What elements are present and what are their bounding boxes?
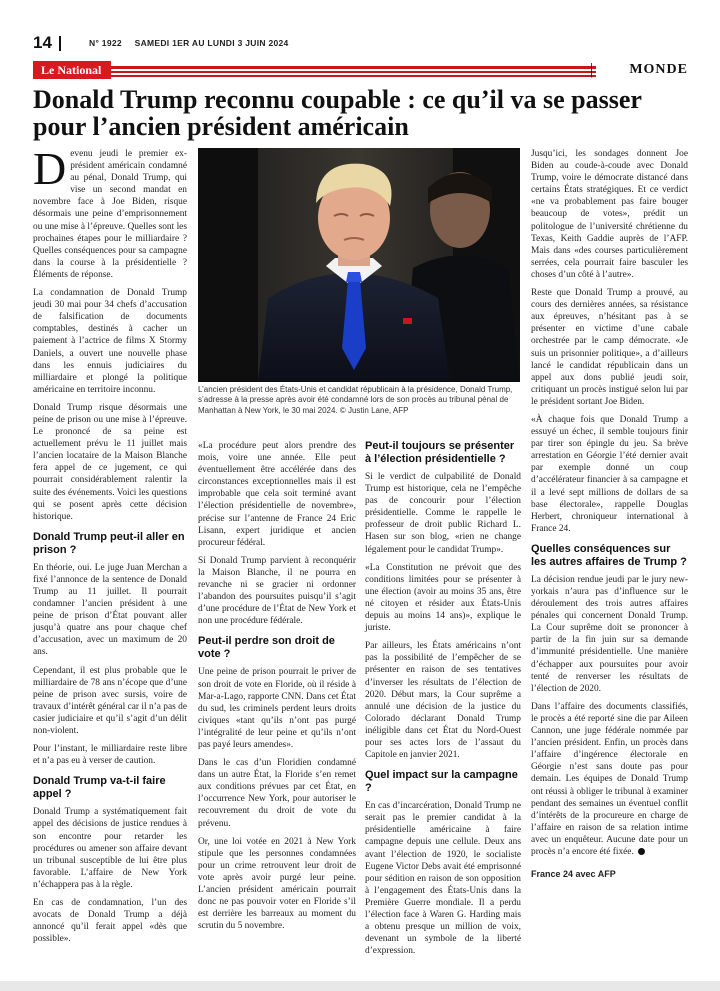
lead-paragraph — [33, 143, 187, 281]
page-number: 14 — [33, 33, 52, 52]
column-3 — [365, 440, 521, 963]
trump-photo-illustration — [198, 148, 520, 382]
paragraph: Donald Trump a systématiquement fait appel des décisions de justice rendues à son encontre pour retarder les procédures ou amener son affaire devant un tribunal susceptible de lui être plus favorable. L’affaire de New York n’échappera pas à la règle. — [33, 807, 187, 890]
paragraph: «La Constitution ne prévoit que des conditions limitées pour se présenter à une élection (avoir au moins 35 ans, être né citoyen et résider aux États-Unis depuis au moins 14 ans)», explique le juriste. — [365, 562, 521, 634]
lead-text: evenu jeudi le premier ex-président américain condamné au pénal, Donald Trump, qui vise un second mandat en novembre face à Joe Biden, risque désormais une peine d’emprisonnement ou une mise à l’épreuve. Quelles sont les prochaines étapes pour le milliardaire ? Quelles conséquences pour sa campagne dans la course à la présidentielle ? Éléments de réponse. — [33, 149, 187, 280]
paragraph: Jusqu’ici, les sondages donnent Joe Biden au coude-à-coude avec Donald Trump, voire le démocrate distancé dans certains États stratégiques. Et ce verdict «ne va probablement pas faire bouger beaucoup de votes», prédit un politologue de l’université chrétienne du Texas, Keith Gaddie auprès de l’AFP. Mais dans «des courses particulièrement serrées, cela pourrait faire basculer les choses d’un côté à l’autre». — [531, 149, 688, 280]
section-band — [33, 61, 688, 79]
section-name: MONDE — [629, 62, 688, 77]
paragraph: Pour l’instant, le milliardaire reste libre et n’a pas eu à verser de caution. — [33, 744, 187, 767]
subheading: Quelles conséquences sur les autres affaires de Trump ? — [531, 542, 687, 568]
paragraph: Or, une loi votée en 2021 à New York stipule que les personnes condamnées pour un crime retrouvent leur droit de vote après avoir purgé leur peine. L’ancien président américain pourrait donc ne pas pouvoir voter en Floride s’il est derrière les barreaux au moment du scrutin du 5 novembre. — [198, 836, 356, 932]
paragraph: Donald Trump risque désormais une peine de prison ou une mise à l’épreuve. Le prononcé de sa peine est actuellement prévu le 11 juillet mais l’ancien locataire de la Maison Blanche fera appel de ce jugement, ce qui pourrait considérablement ralentir la suite des événements. Voici les questions qui se posent après cette décision historique. — [33, 402, 187, 522]
bottom-edge — [0, 981, 720, 991]
paragraph: Reste que Donald Trump a prouvé, au cours des dernières années, sa résistance aux épreuves, n’hésitant pas à se présenter en victime d’une cabale orchestrée par le camp démocrate. «Je suis un prisonnier politique», a d’ailleurs lancé le candidat républicain dans un appel aux dons publié jeudi soir, critiquant un procès instigué selon lui par le président sortant Joe Biden. — [531, 288, 688, 407]
subheading: Peut-il toujours se présenter à l’élection présidentielle ? — [365, 440, 515, 465]
column-1 — [33, 143, 187, 951]
paragraph-text: Dans l’affaire des documents classifiés, le procès a été reporté sine die par Aileen Cannon, une juge fédérale nommée par l’ancien président. Enfin, un procès dans l’affaire d’ingérence électorale en Géorgie n’est sans doute pas pour demain. Les équipes de Donald Trump ont réussi à obliger le tribunal à examiner pendant des semaines un éventuel conflit d’intérêts de la procureure en charge de l’affaire en raison de sa relation intime avec un enquêteur. Aucune date pour un procès n’a encore été fixée. — [531, 701, 688, 857]
column-2 — [198, 440, 356, 938]
page-number-divider — [59, 36, 61, 51]
page-header — [33, 33, 693, 53]
paragraph: En théorie, oui. Le juge Juan Merchan a fixé l’annonce de la sentence de Donald Trump au 11 juillet. Il pourrait condamner l’ancien président à une peine de prison d’État pouvant aller jusqu’à quatre ans pour chaque chef d’accusation, avec un maximum de 20 ans. — [33, 562, 187, 658]
article-title: Donald Trump reconnu coupable : ce qu’il va se passer pour l’ancien président américain — [33, 85, 642, 141]
paragraph: Si Donald Trump parvient à reconquérir la Maison Blanche, il ne pourra en revanche ni se gracier ni ordonner l’abandon des poursuites puisqu’il s’agit d’une procédure de l’État de New York et non une procédure fédérale. — [198, 555, 356, 627]
paragraph: Cependant, il est plus probable que le milliardaire de 78 ans n’écope que d’une peine de prison avec sursis, voire de travaux d’intérêt général car il n’a pas de casier judiciaire et qu’il s’agit d’un délit non-violent. — [33, 665, 187, 737]
subheading: Peut-il perdre son droit de vote ? — [198, 635, 335, 661]
paragraph: Si le verdict de culpabilité de Donald Trump est historique, cela ne l’empêche pas de concourir pour l’élection présidentielle. Comme le rappelle le professeur de droit public Richard L. Hasen sur son blog, «rien ne change légalement pour le candidat Trump». — [365, 472, 521, 555]
paragraph — [531, 701, 688, 858]
paragraph: La décision rendue jeudi par le jury new-yorkais n’aura pas d’influence sur le déroulement des trois autres affaires pénales qui concernent Donald Trump. La Cour suprême doit se prononcer à partir de la fin juin sur sa demande d’immunité présidentielle. Une manière d’échapper aux poursuites pour avoir tenté de renverser les résultats de l’élection de 2020. — [531, 574, 688, 694]
subheading: Donald Trump va-t-il faire appel ? — [33, 775, 166, 801]
paragraph: En cas de condamnation, l’un des avocats de Donald Trump a déjà annoncé qu’il ferait appel «dès que possible». — [33, 897, 187, 945]
issue-date: SAMEDI 1ER AU LUNDI 3 JUIN 2024 — [134, 38, 289, 48]
drop-cap: D — [33, 143, 67, 194]
issue-line — [89, 38, 299, 48]
paragraph: En cas d’incarcération, Donald Trump ne serait pas le premier candidat à la présidentielle américaine à faire campagne depuis une cellule. Deux ans avant l’élection de 1920, le socialiste Eugene Victor Debs avait été emprisonné pour sédition en raison de son opposition à l’engagement des États-Unis dans la Première Guerre mondiale. Il a perdu l’élection face à Waren G. Harding mais a obtenu presque un million de voix, devenant un symbole de la liberté d’expression. — [365, 801, 521, 957]
paragraph: La condamnation de Donald Trump jeudi 30 mai pour 34 chefs d’accusation de falsification de documents comptables, destinés à cacher un paiement à l’actrice de films X Stormy Daniels, a ouvert une nouvelle phase dans les ennuis judiciaires du milliardaire et plongé la politique américaine en territoire inconnu. — [33, 288, 187, 395]
paragraph: Par ailleurs, les États américains n’ont pas la possibilité de l’empêcher de se présenter en raison de ses tentatives d’inverser les résultats de l’élection de 2020. Début mars, la Cour suprême a annulé une décision de la justice du Colorado déclarant Donald Trump inéligible dans cet État du Nord-Ouest pour ses actes lors de l’assaut du Capitole en janvier 2021. — [365, 641, 521, 761]
photo-caption: L’ancien président des États-Unis et candidat républicain à la présidence, Donald Trump, s’adresse à la presse après avoir été condamné lors de son procès au tribunal pénal de Manhattan à New York, le 30 mai 2024. © Justin Lane, AFP — [198, 385, 513, 415]
paragraph: «La procédure peut alors prendre des mois, voire une année. Elle peut éventuellement être accélérée dans des circonstances exceptionnelles mais il est improbable que cela soit terminé avant l’élection présidentielle de novembre», précise sur l’antenne de France 24 Eric Lisann, expert juridique et ancien procureur fédéral. — [198, 441, 356, 548]
end-of-article-icon — [638, 848, 645, 855]
article-photo — [198, 148, 520, 382]
paragraph: Dans le cas d’un Floridien condamné dans un autre État, la Floride s’en remet aux conditions prévues par cet État, en l’occurrence New York, pour autoriser le recouvrement du droit de vote du prévenu. — [198, 758, 356, 829]
subheading: Quel impact sur la campagne ? — [365, 769, 518, 795]
article-signoff: France 24 avec AFP — [531, 869, 616, 880]
column-4 — [531, 148, 688, 886]
publication-tag: Le National — [33, 61, 111, 79]
subheading: Donald Trump peut-il aller en prison ? — [33, 530, 185, 556]
issue-number: N° 1922 — [89, 38, 122, 48]
section-divider: | — [590, 61, 594, 78]
paragraph: Une peine de prison pourrait le priver de son droit de vote en Floride, où il réside à Mar-a-Lago, rapporte CNN. Dans cet État du sud, les criminels perdent leurs droits civiques «tant qu’ils n’ont pas purgé l’intégralité de leur peine et qu’ils n’ont pas payé leurs amendes». — [198, 667, 356, 750]
paragraph: «À chaque fois que Donald Trump a essuyé un échec, il semble toujours finir par tirer son épingle du jeu. Sa brève arrestation en Géorgie l’été dernier avait par exemple donné un coup d’accélérateur financier à sa campagne et il a levé sept millions de dollars de sa base électorale», rappelle Douglas Herbert, chroniqueur international à France 24. — [531, 414, 688, 534]
